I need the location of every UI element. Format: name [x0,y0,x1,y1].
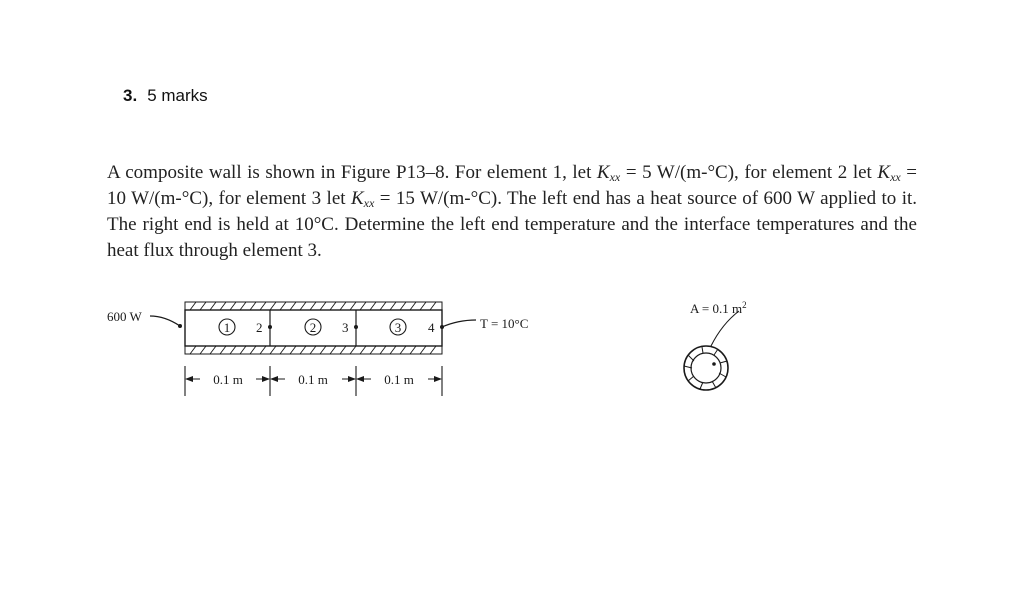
length-label-1: 0.1 m [213,372,243,387]
node-3-label: 3 [342,320,349,335]
cross-section [684,346,728,390]
element-3-label: 3 [394,320,402,335]
problem-text-2: = 5 W/(m-°C), for element 2 let [620,162,878,183]
area-label: A = 0.1 $m^2$ [690,300,747,316]
temperature-leader [442,320,476,327]
k-sub-1: xx [609,170,621,184]
k-symbol-3: K [350,188,364,209]
temperature-label: T = 10°C [480,316,529,331]
k-sub-2: xx [890,170,901,184]
k-sub-3: xx [363,196,375,210]
length-label-3: 0.1 m [384,372,414,387]
node-2-label: 2 [256,320,263,335]
question-number: 3. [123,86,138,105]
heat-source-arrow [150,316,180,326]
k-symbol-1: K [596,162,610,183]
question-marks: 5 marks [147,86,208,105]
problem-text-3: = 10 W/(m-°C), for element 3 let [107,162,917,209]
element-1-label: 1 [223,320,231,335]
node-3 [354,325,358,329]
length-label-2: 0.1 m [298,372,328,387]
area-leader [711,311,739,346]
insulation-top [185,302,442,310]
k-symbol-2: K [877,162,891,183]
problem-text-4: = 15 W/(m-°C). The left end has a heat source of 600 W applied to it. The right end is held at 10°C. Determine the left end temperature and the interface temperatures and the heat flux through element 3. [107,188,918,261]
element-2-label: 2 [309,320,317,335]
node-4-label: 4 [428,320,435,335]
node-2 [268,325,272,329]
problem-text-1: A composite wall is shown in Figure P13–8. For element 1, let [107,162,597,183]
heat-source-label: 600 W [107,309,142,324]
insulation-bottom [185,346,442,354]
node-1 [178,324,182,328]
